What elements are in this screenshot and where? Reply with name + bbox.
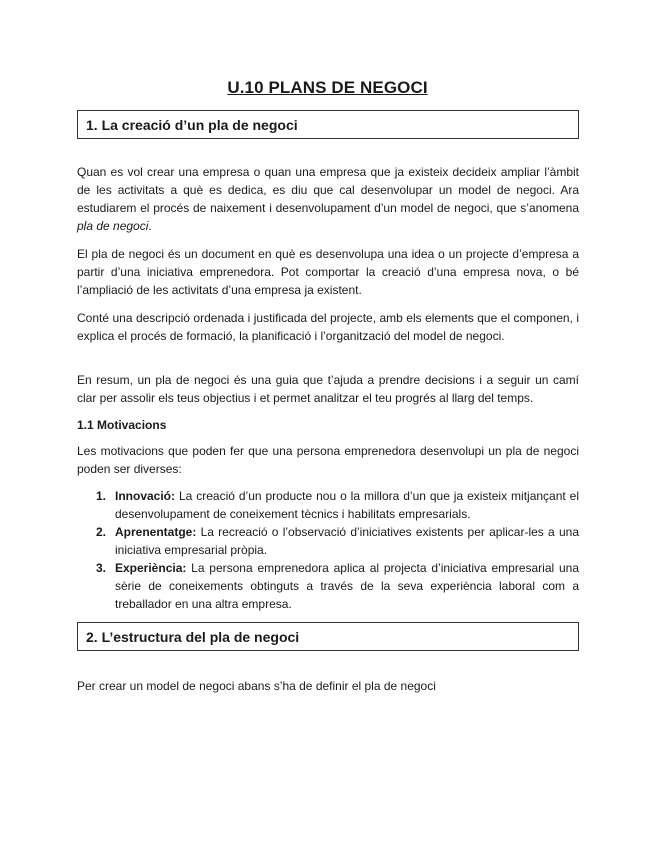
list-item: 1. Innovació: La creació d’un producte nou o la millora d’un que ja existeix mitjançant el desenvolupament de coneixement tècnics i habilitats empresarials.: [96, 489, 579, 521]
section-1-heading: 1. La creació d’un pla de negoci: [77, 110, 579, 139]
motivations-list: [96, 487, 579, 613]
paragraph-motivations-intro: Les motivacions que poden fer que una persona emprenedora desenvolupi un pla de negoci poden ser diverses:: [77, 444, 579, 476]
list-item-term: Experiència:: [115, 561, 187, 575]
list-item: 3. Experiència: La persona emprenedora aplica al projecta d’iniciativa empresarial una sèrie de coneixements obtinguts a través de la seva experiència laboral com a treballador en una altra empresa.: [96, 561, 579, 611]
paragraph-structure: Per crear un model de negoci abans s’ha de definir el pla de negoci: [77, 679, 436, 693]
emphasis-pla-de-negoci: pla de negoci: [77, 219, 149, 233]
paragraph-contents: Conté una descripció ordenada i justificada del projecte, amb els elements que el componen, i explica el procés de formació, la planificació i l’organització del model de negoci.: [77, 311, 579, 343]
subheading-motivacions: 1.1 Motivacions: [77, 418, 167, 432]
page-title: U.10 PLANS DE NEGOCI: [227, 78, 428, 97]
list-item-term: Innovació:: [115, 489, 176, 503]
paragraph-definition: El pla de negoci és un document en què es desenvolupa una idea o un projecte d’empresa a partir d’una iniciativa emprenedora. Pot comportar la creació d’una empresa nova, o bé l’ampliació de les activitats d’una empresa ja existent.: [77, 247, 579, 297]
list-item-term: Aprenentatge:: [115, 525, 197, 539]
paragraph-intro: Quan es vol crear una empresa o quan una empresa que ja existeix decideix ampliar l’àmbit de les activitats a què es dedica, es diu que cal desenvolupar un model de negoci. Ara estudiarem el procés de naixement i desenvolupament d’un model de negoci, que s’anomena pla de negoci.: [77, 165, 579, 233]
section-2-heading: 2. L’estructura del pla de negoci: [77, 622, 579, 651]
list-item: 2. Aprenentatge: La recreació o l’observació d’iniciatives existents per aplicar-les a una iniciativa empresarial pròpia.: [96, 525, 579, 557]
paragraph-summary: En resum, un pla de negoci és una guia que t’ajuda a prendre decisions i a seguir un camí clar per assolir els teus objectius i et permet analitzar el teu progrés al llarg del temps.: [77, 373, 579, 405]
